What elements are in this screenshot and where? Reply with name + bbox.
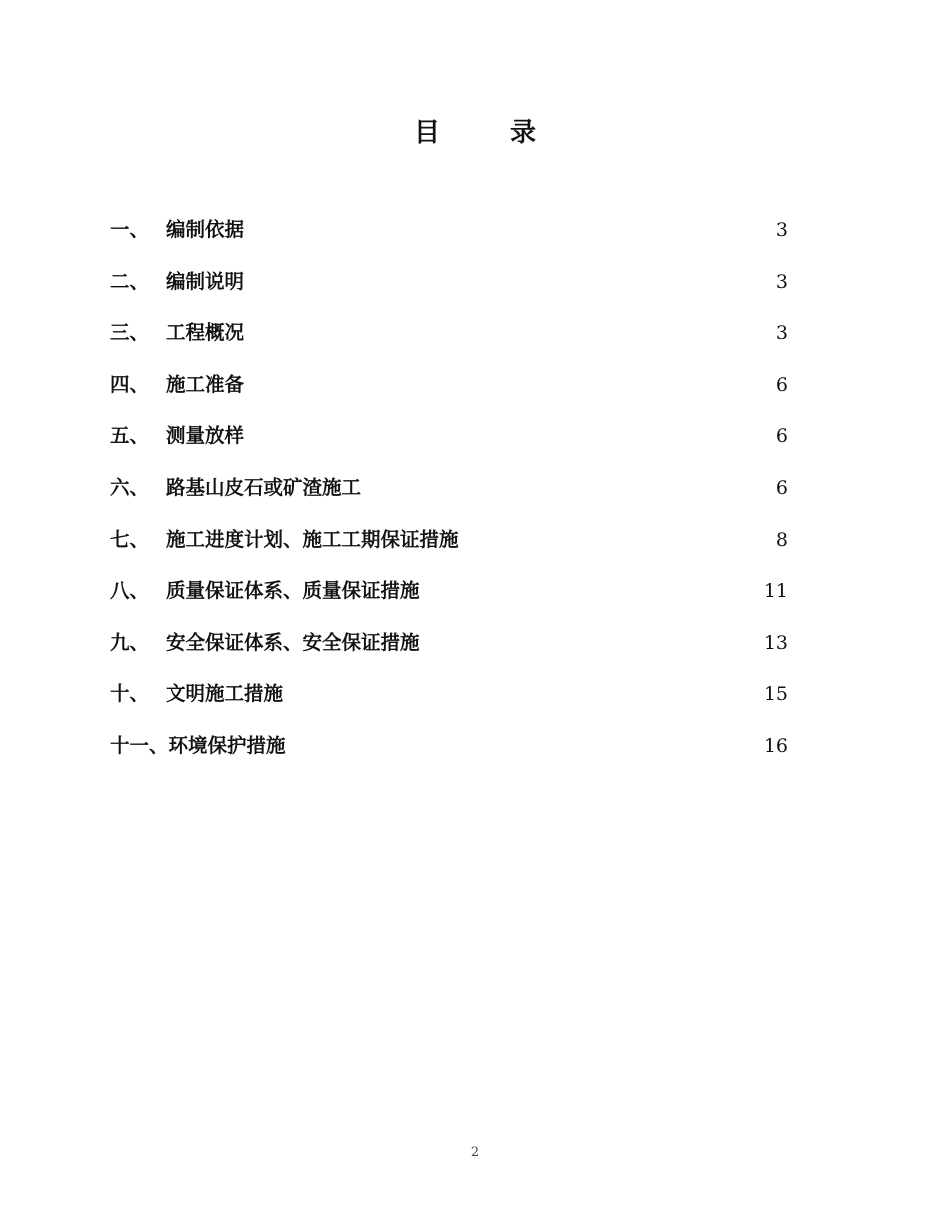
toc-entry-number: 四、 xyxy=(110,372,150,396)
page-title xyxy=(0,112,950,152)
toc-entry-title: 施工进度计划、施工工期保证措施 xyxy=(166,527,459,551)
toc-entry-page: 6 xyxy=(775,373,788,396)
toc-entry-7[interactable] xyxy=(110,522,788,574)
toc-leader-dots xyxy=(362,470,774,506)
title-char-1: 目 xyxy=(414,118,441,148)
toc-entry-page: 3 xyxy=(775,322,788,345)
toc-entry-number: 九、 xyxy=(110,630,150,654)
toc-leader-dots xyxy=(245,367,774,403)
toc-entry-4[interactable] xyxy=(110,367,788,419)
toc-entry-8[interactable] xyxy=(110,573,788,625)
toc-entry-title: 测量放样 xyxy=(166,424,245,448)
toc-entry-page: 3 xyxy=(775,219,788,241)
toc-entry-10[interactable] xyxy=(110,676,788,728)
toc-entry-title: 路基山皮石或矿渣施工 xyxy=(166,475,362,499)
toc-entry-number: 七、 xyxy=(110,527,150,551)
toc-entry-page: 8 xyxy=(775,528,788,551)
toc-entry-title: 质量保证体系、质量保证措施 xyxy=(166,579,420,603)
toc-entry-page: 6 xyxy=(775,425,788,448)
toc-entry-6[interactable] xyxy=(110,470,788,522)
toc-entry-number: 一、 xyxy=(110,218,150,241)
toc-entry-number: 十、 xyxy=(110,682,150,706)
toc-leader-dots xyxy=(245,212,774,248)
toc-leader-dots xyxy=(482,522,774,558)
toc-leader-dots xyxy=(433,625,762,661)
toc-entry-page: 3 xyxy=(775,270,788,293)
page-number: 2 xyxy=(470,1145,480,1160)
toc-entry-number: 六、 xyxy=(110,475,150,499)
toc-leader-dots xyxy=(296,676,762,712)
toc-entry-9[interactable] xyxy=(110,625,788,677)
toc-entry-number: 二、 xyxy=(110,269,150,293)
toc-entry-number: 十一、 xyxy=(110,733,169,757)
toc-leader-dots xyxy=(245,418,774,454)
toc-entry-title: 施工准备 xyxy=(166,372,245,396)
title-char-2: 录 xyxy=(510,118,537,148)
toc-entry-5[interactable] xyxy=(110,418,788,470)
toc-entry-2[interactable] xyxy=(110,264,788,316)
toc-entry-title: 环境保护措施 xyxy=(168,733,286,757)
toc-leader-dots xyxy=(287,728,762,764)
toc-entry-page: 15 xyxy=(763,683,788,706)
toc-leader-dots xyxy=(245,315,774,351)
table-of-contents xyxy=(110,212,788,780)
toc-entry-3[interactable] xyxy=(110,315,788,367)
toc-entry-title: 安全保证体系、安全保证措施 xyxy=(166,630,420,654)
toc-entry-number: 三、 xyxy=(110,321,150,345)
toc-leader-dots xyxy=(245,264,774,300)
toc-entry-11[interactable] xyxy=(110,728,788,780)
toc-entry-page: 6 xyxy=(775,476,788,499)
toc-entry-number: 八、 xyxy=(110,579,150,603)
toc-entry-title: 编制依据 xyxy=(166,218,245,241)
toc-entry-title: 工程概况 xyxy=(166,321,245,345)
toc-entry-page: 13 xyxy=(763,631,788,654)
toc-entry-1[interactable] xyxy=(110,212,788,264)
toc-entry-page: 11 xyxy=(763,580,788,603)
toc-entry-title: 文明施工措施 xyxy=(166,682,284,706)
toc-entry-page: 16 xyxy=(763,734,788,757)
toc-leader-dots xyxy=(433,573,762,609)
toc-entry-number: 五、 xyxy=(110,424,150,448)
toc-entry-title: 编制说明 xyxy=(166,269,245,293)
